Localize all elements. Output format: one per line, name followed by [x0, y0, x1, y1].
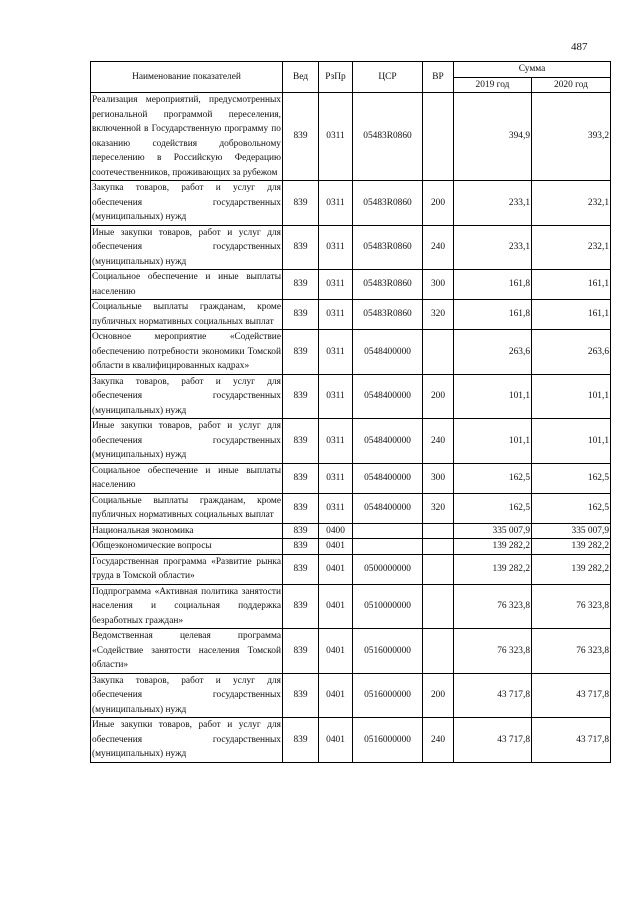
row-sum-2019: 162,5 [454, 463, 532, 493]
row-rzpr: 0401 [319, 539, 353, 555]
table-row [91, 718, 611, 763]
row-vr [423, 330, 454, 375]
row-sum-2020: 232,1 [532, 181, 611, 226]
header-rzpr: РзПр [319, 62, 353, 93]
row-sum-2020: 161,1 [532, 300, 611, 330]
row-rzpr: 0311 [319, 374, 353, 419]
row-csr: 0516000000 [353, 718, 423, 763]
row-csr: 0510000000 [353, 584, 423, 629]
row-rzpr: 0311 [319, 463, 353, 493]
row-rzpr: 0401 [319, 584, 353, 629]
table-row [91, 374, 611, 419]
row-name: Социальные выплаты гражданам, кроме публичных нормативных социальных выплат [91, 493, 283, 523]
header-ved: Вед [283, 62, 319, 93]
table-row [91, 225, 611, 270]
row-name: Закупка товаров, работ и услуг для обеспечения государственных (муниципальных) нужд [91, 673, 283, 718]
row-rzpr: 0311 [319, 300, 353, 330]
row-sum-2020: 139 282,2 [532, 554, 611, 584]
header-name: Наименование показателей [91, 62, 283, 93]
row-rzpr: 0311 [319, 181, 353, 226]
table-row [91, 554, 611, 584]
row-ved: 839 [283, 225, 319, 270]
row-rzpr: 0401 [319, 718, 353, 763]
header-csr: ЦСР [353, 62, 423, 93]
row-sum-2019: 161,8 [454, 270, 532, 300]
row-vr: 300 [423, 463, 454, 493]
row-name: Иные закупки товаров, работ и услуг для обеспечения государственных (муниципальных) нужд [91, 225, 283, 270]
table-row [91, 673, 611, 718]
row-sum-2020: 162,5 [532, 493, 611, 523]
header-year-2019: 2019 год [454, 77, 532, 93]
row-vr: 240 [423, 718, 454, 763]
row-sum-2019: 76 323,8 [454, 584, 532, 629]
row-ved: 839 [283, 330, 319, 375]
row-sum-2020: 232,1 [532, 225, 611, 270]
row-sum-2019: 233,1 [454, 225, 532, 270]
row-vr [423, 629, 454, 674]
row-ved: 839 [283, 374, 319, 419]
row-vr [423, 523, 454, 539]
row-sum-2020: 76 323,8 [532, 629, 611, 674]
table-row [91, 493, 611, 523]
row-ved: 839 [283, 523, 319, 539]
row-csr: 0548400000 [353, 330, 423, 375]
row-sum-2019: 263,6 [454, 330, 532, 375]
row-csr [353, 523, 423, 539]
row-ved: 839 [283, 463, 319, 493]
row-vr [423, 93, 454, 181]
table-row [91, 270, 611, 300]
row-csr: 0548400000 [353, 463, 423, 493]
row-csr: 0500000000 [353, 554, 423, 584]
row-vr: 200 [423, 673, 454, 718]
table-row [91, 419, 611, 464]
row-rzpr: 0400 [319, 523, 353, 539]
row-rzpr: 0401 [319, 673, 353, 718]
row-ved: 839 [283, 584, 319, 629]
row-sum-2019: 233,1 [454, 181, 532, 226]
table-row [91, 93, 611, 181]
row-ved: 839 [283, 629, 319, 674]
row-ved: 839 [283, 93, 319, 181]
budget-table [90, 61, 611, 763]
row-ved: 839 [283, 673, 319, 718]
row-csr: 05483R0860 [353, 300, 423, 330]
row-sum-2020: 161,1 [532, 270, 611, 300]
row-rzpr: 0401 [319, 629, 353, 674]
row-vr: 300 [423, 270, 454, 300]
row-rzpr: 0311 [319, 330, 353, 375]
row-sum-2020: 263,6 [532, 330, 611, 375]
row-sum-2020: 43 717,8 [532, 673, 611, 718]
row-vr: 320 [423, 300, 454, 330]
row-csr: 0548400000 [353, 419, 423, 464]
row-rzpr: 0311 [319, 93, 353, 181]
row-name: Подпрограмма «Активная политика занятости населения и социальная поддержка безработных граждан» [91, 584, 283, 629]
row-sum-2019: 76 323,8 [454, 629, 532, 674]
row-ved: 839 [283, 539, 319, 555]
row-vr: 240 [423, 225, 454, 270]
row-name: Социальные выплаты гражданам, кроме публичных нормативных социальных выплат [91, 300, 283, 330]
row-sum-2020: 335 007,9 [532, 523, 611, 539]
row-rzpr: 0311 [319, 419, 353, 464]
row-name: Иные закупки товаров, работ и услуг для обеспечения государственных (муниципальных) нужд [91, 718, 283, 763]
table-row [91, 300, 611, 330]
row-name: Социальное обеспечение и иные выплаты населению [91, 270, 283, 300]
row-sum-2020: 101,1 [532, 374, 611, 419]
row-name: Общеэкономические вопросы [91, 539, 283, 555]
table-body [91, 93, 611, 763]
row-vr [423, 554, 454, 584]
row-ved: 839 [283, 270, 319, 300]
row-rzpr: 0311 [319, 225, 353, 270]
row-sum-2020: 101,1 [532, 419, 611, 464]
row-vr: 240 [423, 419, 454, 464]
row-name: Национальная экономика [91, 523, 283, 539]
row-ved: 839 [283, 554, 319, 584]
row-vr: 200 [423, 181, 454, 226]
row-rzpr: 0401 [319, 554, 353, 584]
row-name: Ведомственная целевая программа «Содействие занятости населения Томской области» [91, 629, 283, 674]
row-name: Социальное обеспечение и иные выплаты населению [91, 463, 283, 493]
row-name: Государственная программа «Развитие рынка труда в Томской области» [91, 554, 283, 584]
row-sum-2020: 162,5 [532, 463, 611, 493]
row-csr [353, 539, 423, 555]
row-csr: 05483R0860 [353, 181, 423, 226]
table-row [91, 539, 611, 555]
row-sum-2019: 139 282,2 [454, 554, 532, 584]
header-year-2020: 2020 год [532, 77, 611, 93]
row-csr: 05483R0860 [353, 93, 423, 181]
page-number: 487 [571, 41, 588, 53]
row-sum-2020: 139 282,2 [532, 539, 611, 555]
row-ved: 839 [283, 300, 319, 330]
row-name: Основное мероприятие «Содействие обеспечению потребности экономики Томской области в квалифицированных кадрах» [91, 330, 283, 375]
row-name: Реализация мероприятий, предусмотренных региональной программой переселения, включенной в Государственную программу по оказанию содействия добровольному переселению в Российскую Федерацию соотечественников, проживающих за рубежом [91, 93, 283, 181]
row-csr: 05483R0860 [353, 270, 423, 300]
row-sum-2019: 161,8 [454, 300, 532, 330]
row-sum-2019: 162,5 [454, 493, 532, 523]
table-header [91, 62, 611, 93]
table-row [91, 584, 611, 629]
row-sum-2019: 335 007,9 [454, 523, 532, 539]
row-rzpr: 0311 [319, 270, 353, 300]
row-csr: 0548400000 [353, 493, 423, 523]
row-csr: 0516000000 [353, 673, 423, 718]
row-name: Иные закупки товаров, работ и услуг для обеспечения государственных (муниципальных) нужд [91, 419, 283, 464]
row-vr [423, 584, 454, 629]
row-sum-2020: 43 717,8 [532, 718, 611, 763]
row-vr: 200 [423, 374, 454, 419]
row-vr [423, 539, 454, 555]
row-ved: 839 [283, 493, 319, 523]
row-ved: 839 [283, 419, 319, 464]
table-row [91, 181, 611, 226]
row-sum-2020: 393,2 [532, 93, 611, 181]
row-ved: 839 [283, 181, 319, 226]
row-csr: 05483R0860 [353, 225, 423, 270]
row-ved: 839 [283, 718, 319, 763]
header-vr: ВР [423, 62, 454, 93]
row-sum-2019: 139 282,2 [454, 539, 532, 555]
row-sum-2019: 394,9 [454, 93, 532, 181]
row-sum-2019: 101,1 [454, 374, 532, 419]
table-row [91, 629, 611, 674]
row-name: Закупка товаров, работ и услуг для обеспечения государственных (муниципальных) нужд [91, 181, 283, 226]
row-sum-2019: 43 717,8 [454, 673, 532, 718]
row-csr: 0548400000 [353, 374, 423, 419]
row-sum-2019: 101,1 [454, 419, 532, 464]
table-row [91, 523, 611, 539]
table-row [91, 463, 611, 493]
row-sum-2019: 43 717,8 [454, 718, 532, 763]
row-csr: 0516000000 [353, 629, 423, 674]
row-sum-2020: 76 323,8 [532, 584, 611, 629]
header-sum: Сумма [454, 62, 611, 78]
table-row [91, 330, 611, 375]
row-vr: 320 [423, 493, 454, 523]
row-rzpr: 0311 [319, 493, 353, 523]
row-name: Закупка товаров, работ и услуг для обеспечения государственных (муниципальных) нужд [91, 374, 283, 419]
